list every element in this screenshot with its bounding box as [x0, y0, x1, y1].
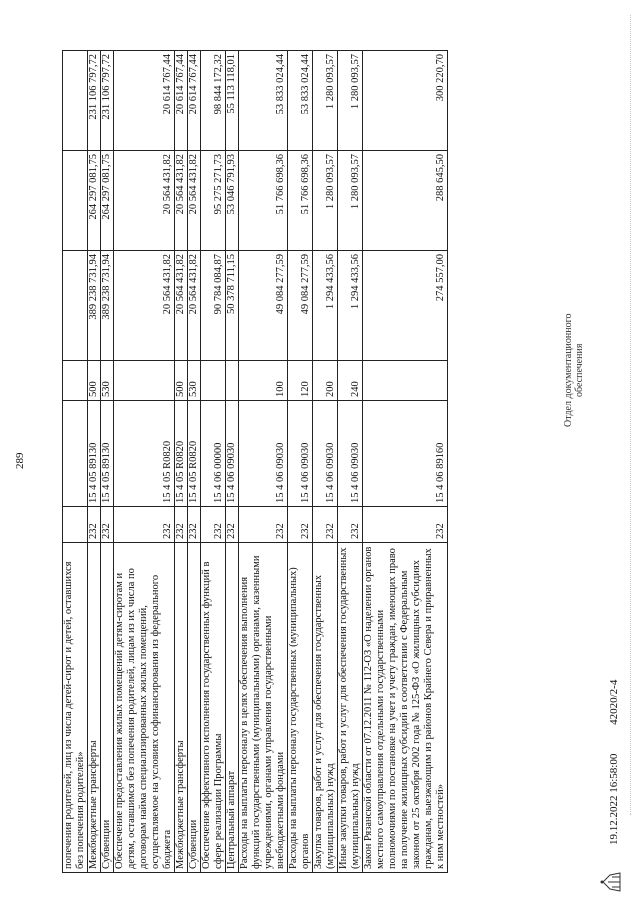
- cell-description: Центральный аппарат: [226, 543, 239, 873]
- cell-amount-2: 20 564 431,82: [175, 151, 188, 251]
- cell-amount-3: 20 614 767,44: [114, 51, 175, 151]
- cell-target-code: 15 4 06 09030: [288, 401, 313, 507]
- cell-expense-type: [226, 361, 239, 401]
- footer: [608, 654, 620, 845]
- cell-description: Обеспечение предоставления жилых помещений детям-сиротам и детям, оставшимся без попечения родителей, лицам из их числа по договорам найма специализированных жилых помещений, осуществляемое на условиях софинансирования из федерального бюджета: [114, 543, 175, 873]
- cell-admin-code: 232: [288, 507, 313, 543]
- cell-target-code: [63, 401, 88, 507]
- cell-expense-type: 530: [188, 361, 201, 401]
- cell-amount-1: 20 564 431,82: [188, 251, 201, 361]
- table-row: [88, 51, 101, 873]
- cell-admin-code: 232: [363, 507, 448, 543]
- cell-amount-2: 53 046 791,93: [226, 151, 239, 251]
- coat-of-arms-icon: [598, 869, 624, 895]
- cell-target-code: 15 4 06 09030: [239, 401, 288, 507]
- cell-expense-type: 500: [88, 361, 101, 401]
- cell-target-code: 15 4 06 00000: [201, 401, 226, 507]
- stamp-line-1: Отдел документационного: [563, 313, 574, 427]
- cell-target-code: 15 4 06 09030: [226, 401, 239, 507]
- table-row: [63, 51, 88, 873]
- table-row: [288, 51, 313, 873]
- cell-amount-1: 389 238 731,94: [88, 251, 101, 361]
- cell-amount-3: 53 833 024,44: [239, 51, 288, 151]
- cell-target-code: 15 4 05 R0820: [114, 401, 175, 507]
- cell-description: попечения родителей, лиц из числа детей-сирот и детей, оставшихся без попечения родителей»: [63, 543, 88, 873]
- cell-description: Расходы на выплаты персоналу государственных (муниципальных) органов: [288, 543, 313, 873]
- cell-admin-code: 232: [239, 507, 288, 543]
- department-stamp: [563, 314, 585, 427]
- cell-amount-1: [63, 251, 88, 361]
- cell-amount-1: 20 564 431,82: [175, 251, 188, 361]
- cell-amount-2: 288 645,50: [363, 151, 448, 251]
- cell-amount-2: 95 275 271,73: [201, 151, 226, 251]
- cell-amount-1: 50 378 711,15: [226, 251, 239, 361]
- cell-admin-code: 232: [226, 507, 239, 543]
- cell-expense-type: [201, 361, 226, 401]
- cell-amount-2: 51 766 698,36: [288, 151, 313, 251]
- cell-description: Субвенции: [101, 543, 114, 873]
- cell-admin-code: 232: [88, 507, 101, 543]
- cell-amount-1: 49 084 277,59: [288, 251, 313, 361]
- table-row: [239, 51, 288, 873]
- cell-amount-3: [63, 51, 88, 151]
- cell-amount-2: 264 297 081,75: [101, 151, 114, 251]
- cell-description: Обеспечение эффективного исполнения государственных функций в сфере реализации Программы: [201, 543, 226, 873]
- cell-description: Закупка товаров, работ и услуг для обеспечения государственных (муниципальных) нужд: [313, 543, 338, 873]
- cell-target-code: 15 4 06 89160: [363, 401, 448, 507]
- cell-amount-1: 90 784 084,87: [201, 251, 226, 361]
- cell-amount-3: 231 106 797,72: [88, 51, 101, 151]
- footer-timestamp: 19.12.2022 16:58:00: [608, 753, 620, 845]
- cell-expense-type: 200: [313, 361, 338, 401]
- cell-expense-type: 100: [239, 361, 288, 401]
- table-row: [114, 51, 175, 873]
- table-row: [338, 51, 363, 873]
- cell-target-code: 15 4 05 R0820: [188, 401, 201, 507]
- cell-amount-2: 264 297 081,75: [88, 151, 101, 251]
- table-row: [226, 51, 239, 873]
- footer-doc-id: 42020/2-4: [608, 679, 620, 725]
- cell-target-code: 15 4 06 09030: [313, 401, 338, 507]
- cell-amount-1: 389 238 731,94: [101, 251, 114, 361]
- cell-expense-type: 120: [288, 361, 313, 401]
- cell-target-code: 15 4 05 R0820: [175, 401, 188, 507]
- cell-description: Закон Рязанской области от 07.12.2011 № 112-ОЗ «О наделении органов местного самоуправления отдельными государственными полномочиями по постановке на учет и учету граждан, имеющих право на получение жилищных субсидий в соответствии с Федеральным законом от 25 октября 2002 года № 125-ФЗ «О жилищных субсидиях гражданам, выезжающим из районов Крайнего Севера и приравненных к ним местностей»: [363, 543, 448, 873]
- cell-amount-2: 1 280 093,57: [338, 151, 363, 251]
- cell-admin-code: 232: [175, 507, 188, 543]
- cell-amount-2: 20 564 431,82: [188, 151, 201, 251]
- cell-admin-code: [63, 507, 88, 543]
- table-row: [188, 51, 201, 873]
- cell-description: Межбюджетные трансферты: [175, 543, 188, 873]
- cell-amount-1: 1 294 433,56: [338, 251, 363, 361]
- table-row: [101, 51, 114, 873]
- cell-amount-1: 20 564 431,82: [114, 251, 175, 361]
- cell-amount-3: 1 280 093,57: [313, 51, 338, 151]
- stamp-line-2: обеспечения: [574, 343, 585, 397]
- page-number: 289: [14, 452, 26, 469]
- cell-expense-type: 240: [338, 361, 363, 401]
- cell-amount-3: 20 614 767,44: [175, 51, 188, 151]
- cell-expense-type: [114, 361, 175, 401]
- cell-amount-3: 1 280 093,57: [338, 51, 363, 151]
- cell-amount-3: 20 614 767,44: [188, 51, 201, 151]
- cell-admin-code: 232: [114, 507, 175, 543]
- cell-amount-2: 51 766 698,36: [239, 151, 288, 251]
- cell-amount-3: 300 220,70: [363, 51, 448, 151]
- cell-admin-code: 232: [101, 507, 114, 543]
- cell-description: Иные закупки товаров, работ и услуг для обеспечения государственных (муниципальных) нужд: [338, 543, 363, 873]
- cell-amount-1: 49 084 277,59: [239, 251, 288, 361]
- cell-expense-type: 530: [101, 361, 114, 401]
- cell-expense-type: 500: [175, 361, 188, 401]
- table-row: [313, 51, 338, 873]
- cell-amount-1: 274 557,00: [363, 251, 448, 361]
- cell-description: Межбюджетные трансферты: [88, 543, 101, 873]
- cell-amount-3: 98 844 172,32: [201, 51, 226, 151]
- table-row: [175, 51, 188, 873]
- cell-target-code: 15 4 06 09030: [338, 401, 363, 507]
- cell-target-code: 15 4 05 89130: [101, 401, 114, 507]
- cell-amount-2: 20 564 431,82: [114, 151, 175, 251]
- cell-amount-2: [63, 151, 88, 251]
- table-row: [201, 51, 226, 873]
- cell-amount-1: 1 294 433,56: [313, 251, 338, 361]
- cell-description: Субвенции: [188, 543, 201, 873]
- cell-amount-3: 231 106 797,72: [101, 51, 114, 151]
- cell-amount-2: 1 280 093,57: [313, 151, 338, 251]
- budget-table: [62, 50, 448, 873]
- cell-amount-3: 55 113 118,01: [226, 51, 239, 151]
- cell-admin-code: 232: [338, 507, 363, 543]
- cell-admin-code: 232: [313, 507, 338, 543]
- cell-target-code: 15 4 05 89130: [88, 401, 101, 507]
- divider: [630, 15, 632, 815]
- cell-admin-code: 232: [201, 507, 226, 543]
- table-row: [363, 51, 448, 873]
- cell-amount-3: 53 833 024,44: [288, 51, 313, 151]
- cell-expense-type: [63, 361, 88, 401]
- cell-description: Расходы на выплаты персоналу в целях обеспечения выполнения функций государственными (муниципальными) органами, казенными учреждениями, органами управления государственными внебюджетными фондами: [239, 543, 288, 873]
- cell-expense-type: [363, 361, 448, 401]
- cell-admin-code: 232: [188, 507, 201, 543]
